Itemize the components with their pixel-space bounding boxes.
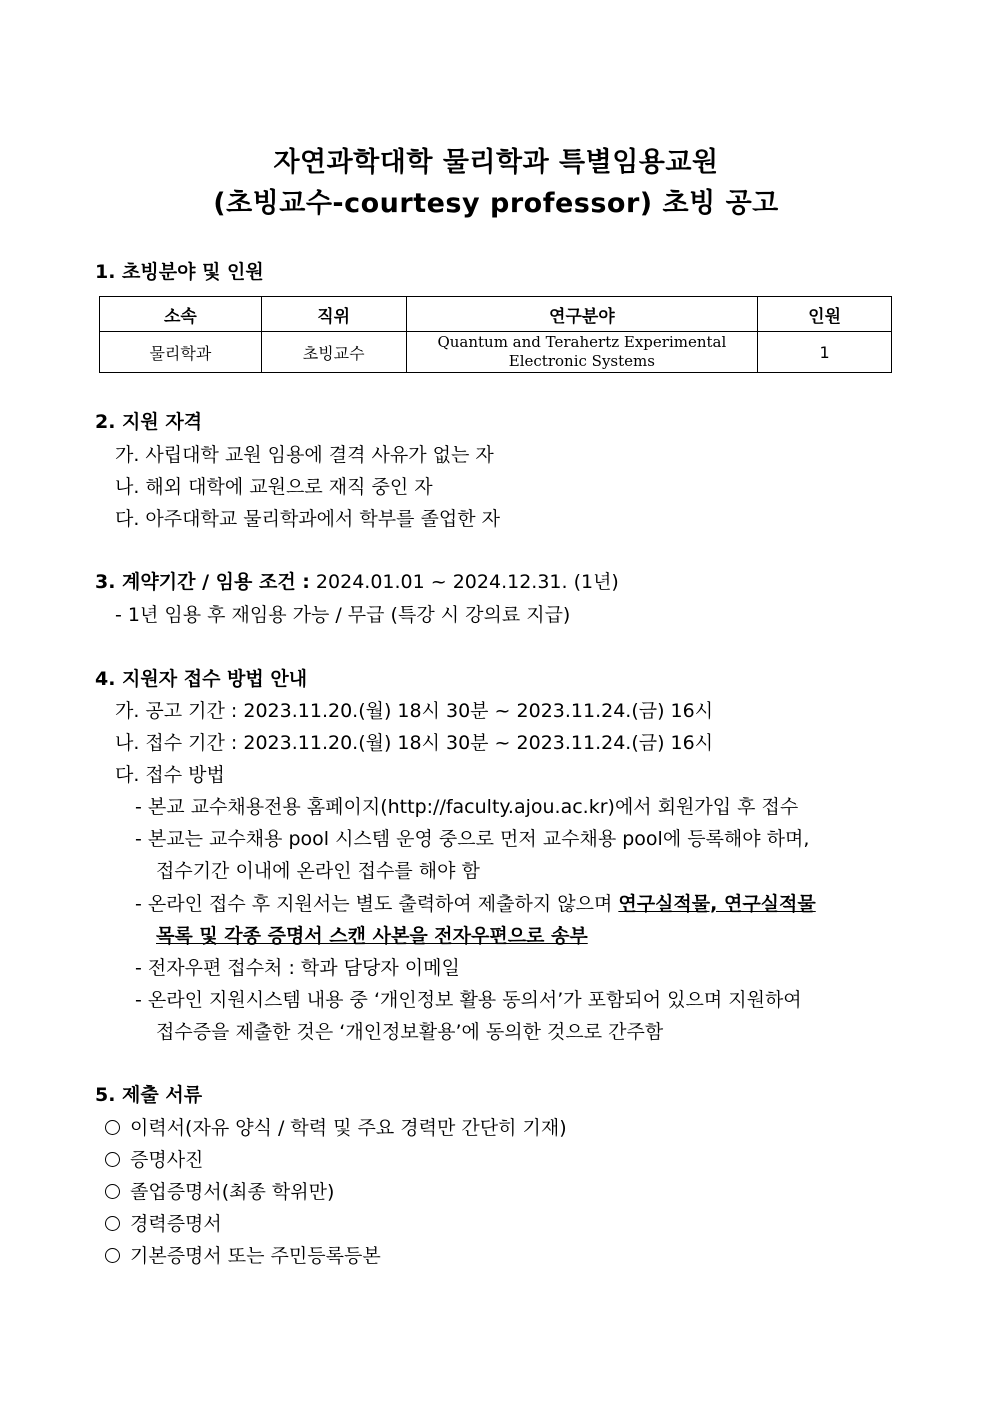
section3-heading-label: 3. 계약기간 / 임용 조건 : [95,571,310,593]
circle-bullet-icon [105,1120,120,1135]
document-item-label: 이력서(자유 양식 / 학력 및 주요 경력만 간단히 기재) [130,1117,567,1139]
method-item-2-cont: 접수기간 이내에 온라인 접수를 해야 함 [156,860,480,882]
cell-count: 1 [758,332,892,373]
header-position: 직위 [261,297,406,332]
qualification-item: 나. 해외 대학에 교원으로 재직 중인 자 [115,476,433,498]
section2-heading: 2. 지원 자격 [95,411,203,433]
cell-field [406,332,758,373]
document-item [105,1177,334,1204]
document-item-label: 증명사진 [130,1149,204,1171]
header-field: 연구분야 [406,297,758,332]
field-line-1: Quantum and Terahertz Experimental [437,333,727,351]
method-heading: 다. 접수 방법 [115,764,225,786]
header-dept: 소속 [100,297,262,332]
receipt-period: 나. 접수 기간 : 2023.11.20.(월) 18시 30분 ~ 2023.11.24.(금) 16시 [115,732,714,754]
document-item [105,1113,567,1140]
document-item [105,1241,381,1268]
section1-heading: 1. 초빙분야 및 인원 [95,261,264,283]
header-count: 인원 [758,297,892,332]
qualification-item: 가. 사립대학 교원 임용에 결격 사유가 없는 자 [115,444,494,466]
title-line-2: (초빙교수-courtesy professor) 초빙 공고 [213,188,779,219]
table-header-row [100,297,892,332]
contract-period: 2024.01.01 ~ 2024.12.31. (1년) [309,571,619,593]
circle-bullet-icon [105,1184,120,1199]
document-item-label: 졸업증명서(최종 학위만) [130,1181,335,1203]
method-item-4: - 전자우편 접수처 : 학과 담당자 이메일 [135,957,460,979]
method-item-1: - 본교 교수채용전용 홈페이지(http://faculty.ajou.ac.kr)에서 회원가입 후 접수 [135,796,799,818]
document-item [105,1209,222,1236]
method-item-3-cont [156,921,588,948]
document-item-label: 경력증명서 [130,1213,222,1235]
section5-heading: 5. 제출 서류 [95,1084,203,1106]
method-item-3-emphasis: 연구실적물, 연구실적물 [618,893,816,915]
method-item-5: - 온라인 지원시스템 내용 중 ‘개인정보 활용 동의서’가 포함되어 있으며 지원하여 [135,989,802,1011]
position-table [99,296,892,373]
document-item [105,1145,203,1172]
qualification-item: 다. 아주대학교 물리학과에서 학부를 졸업한 자 [115,508,500,530]
method-item-3-emphasis-cont: 목록 및 각종 증명서 스캔 사본을 전자우편으로 송부 [156,925,588,947]
field-line-2: Electronic Systems [508,352,655,370]
circle-bullet-icon [105,1248,120,1263]
section4-heading: 4. 지원자 접수 방법 안내 [95,668,308,690]
circle-bullet-icon [105,1152,120,1167]
method-item-3-text: - 온라인 접수 후 지원서는 별도 출력하여 제출하지 않으며 [135,893,619,915]
circle-bullet-icon [105,1216,120,1231]
notice-period: 가. 공고 기간 : 2023.11.20.(월) 18시 30분 ~ 2023.11.24.(금) 16시 [115,700,714,722]
method-item-3 [135,889,816,916]
section3-heading [95,567,619,594]
cell-dept: 물리학과 [100,332,262,373]
method-item-2: - 본교는 교수채용 pool 시스템 운영 중으로 먼저 교수채용 pool에 등록해야 하며, [135,828,810,850]
table-row [100,332,892,373]
contract-note: - 1년 임용 후 재임용 가능 / 무급 (특강 시 강의료 지급) [115,604,571,626]
title-line-1: 자연과학대학 물리학과 특별임용교원 [273,147,719,178]
document-item-label: 기본증명서 또는 주민등록등본 [130,1245,381,1267]
cell-position: 초빙교수 [261,332,406,373]
method-item-5-cont: 접수증을 제출한 것은 ‘개인정보활용’에 동의한 것으로 간주함 [156,1021,664,1043]
